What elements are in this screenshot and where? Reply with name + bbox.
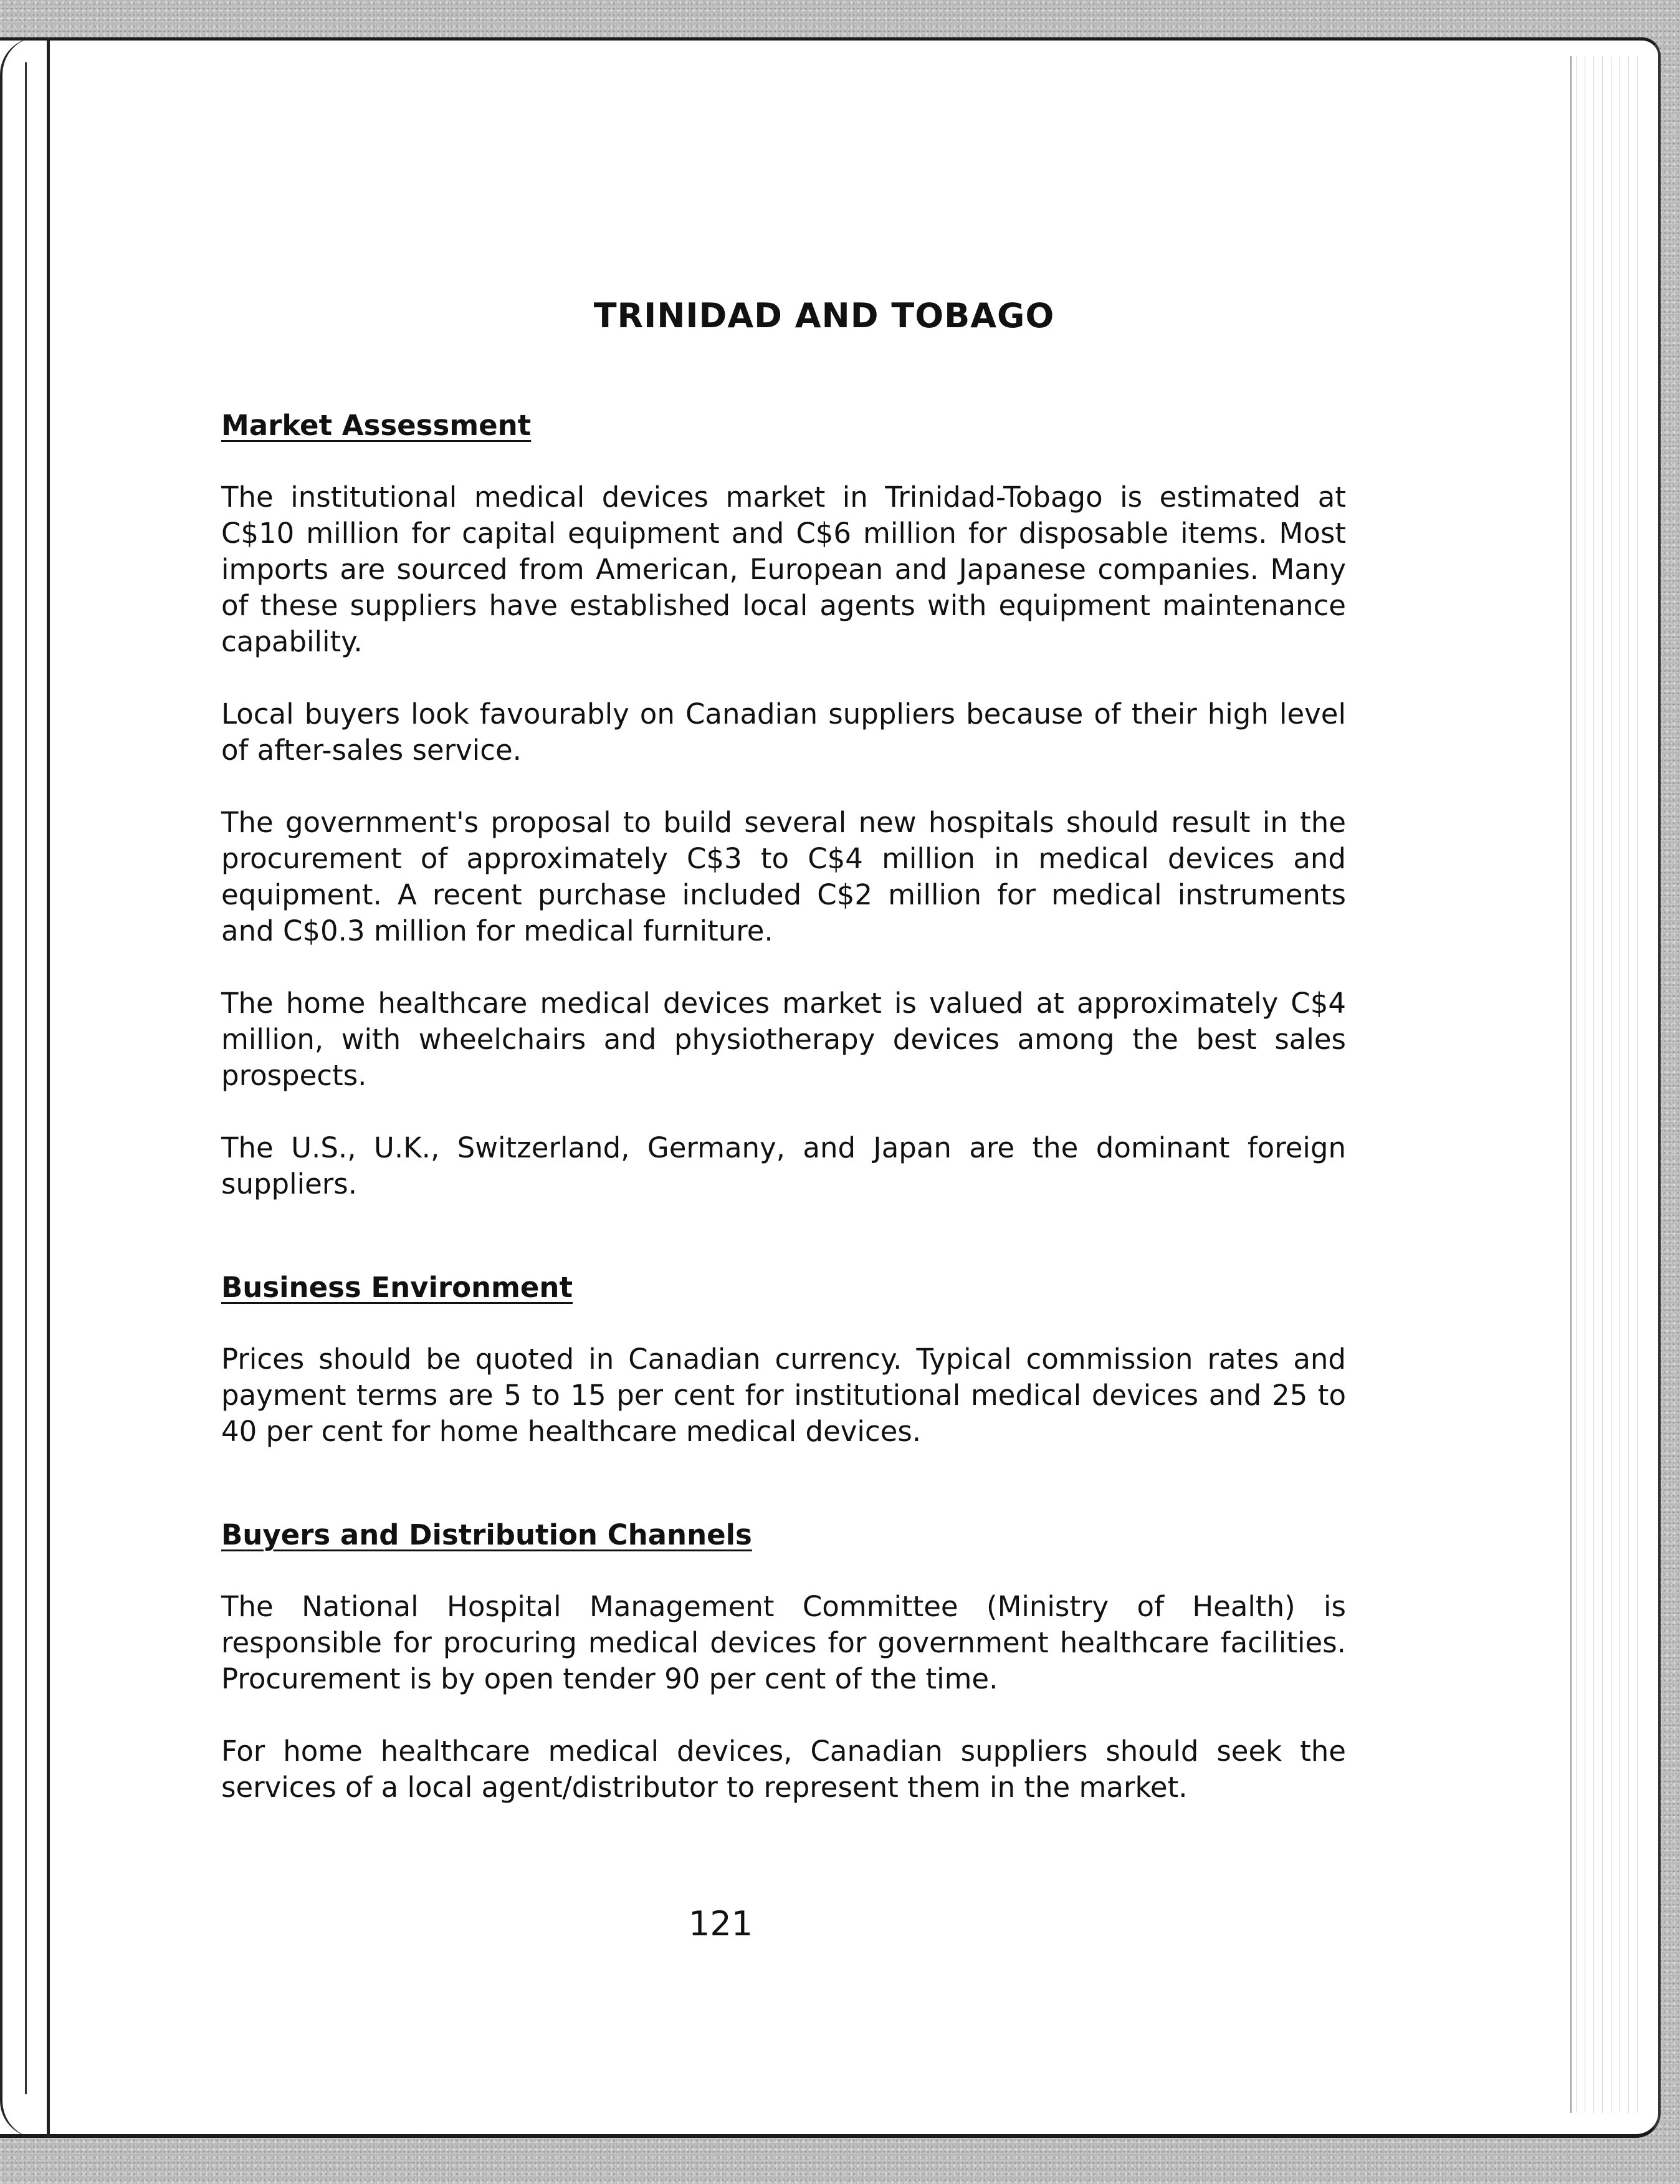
paragraph-market-5: The U.S., U.K., Switzerland, Germany, and Japan are the dominant foreign suppliers. (221, 1131, 1346, 1200)
section-heading-buyers-distribution: Buyers and Distribution Channels (221, 1518, 752, 1551)
section-heading-market-assessment: Market Assessment (221, 409, 532, 442)
page-title: TRINIDAD AND TOBAGO (593, 296, 1055, 335)
paragraph-market-3: The government's proposal to build several new hospitals should result in the procurement of approximately C$3 to C$4 million in medical devices and equipment. A recent purchase included C$2 million for medical instruments and C$0.3 million for medical furniture. (221, 806, 1346, 947)
page-number: 121 (689, 1904, 753, 1943)
paragraph-business-1: Prices should be quoted in Canadian currency. Typical commission rates and payment terms are 5 to 15 per cent for institutional medical devices and 25 to 40 per cent for home healthcare medical devices. (221, 1343, 1346, 1448)
paragraph-market-2: Local buyers look favourably on Canadian suppliers because of their high level of after-sales service. (221, 697, 1346, 767)
paragraph-buyers-2: For home healthcare medical devices, Canadian suppliers should seek the services of a local agent/distributor to represent them in the market. (221, 1735, 1346, 1804)
paragraph-buyers-1: The National Hospital Management Committee (Ministry of Health) is responsible for procuring medical devices for government healthcare facilities. Procurement is by open tender 90 per cent of the time. (221, 1590, 1346, 1695)
spine-line (25, 62, 27, 2094)
paragraph-market-4: The home healthcare medical devices market is valued at approximately C$4 million, with wheelchairs and physiotherapy devices among the best sales prospects. (221, 987, 1346, 1092)
paragraph-market-1: The institutional medical devices market in Trinidad-Tobago is estimated at C$10 million for capital equipment and C$6 million for disposable items. Most imports are sourced from American, European and Japanese companies. Many of these suppliers have established local agents with equipment maintenance capability. (221, 481, 1346, 658)
document-page (221, 237, 1346, 1806)
section-heading-business-environment: Business Environment (221, 1271, 573, 1304)
page-edges (1570, 56, 1640, 2113)
